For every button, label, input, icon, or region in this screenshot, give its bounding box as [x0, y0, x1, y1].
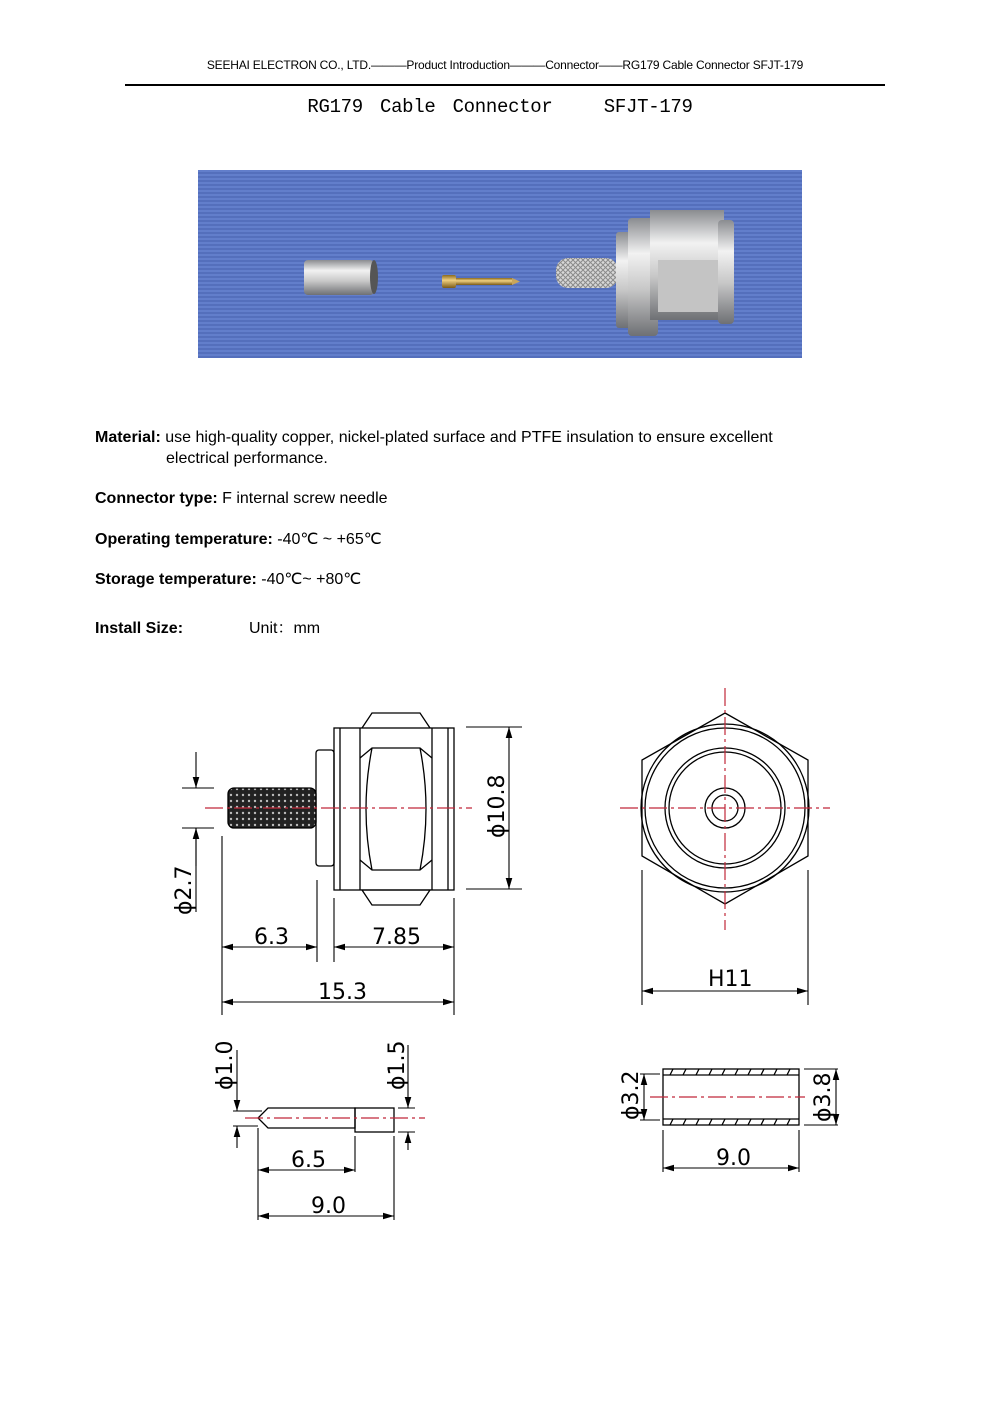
install-size-label: Install Size:: [95, 620, 184, 637]
dim-phi-3-2: ϕ3.2: [619, 1070, 644, 1120]
unit-label: Unit：mm: [249, 620, 321, 637]
connector-type-label: Connector type:: [95, 490, 218, 507]
dim-6-5: 6.5: [291, 1148, 326, 1173]
material-value: use high-quality copper, nickel-plated surface and PTFE insulation to ensure excellent: [160, 429, 773, 446]
dim-phi-3-8: ϕ3.8: [811, 1072, 836, 1122]
connector-type-value: F internal screw needle: [217, 490, 388, 507]
dim-9-0-pin: 9.0: [311, 1194, 346, 1219]
operating-temp-value: -40℃ ~ +65℃: [272, 531, 382, 548]
dim-phi-2-7: ϕ2.7: [172, 865, 197, 915]
dim-phi-10-8: ϕ10.8: [485, 774, 510, 838]
pin-drawing: [258, 1108, 394, 1132]
dim-phi-1-5: ϕ1.5: [385, 1040, 410, 1090]
material-value-cont: electrical performance.: [166, 450, 328, 467]
dim-6-3: 6.3: [254, 925, 289, 950]
storage-temp-label: Storage temperature:: [95, 571, 257, 588]
storage-temp-value: -40℃~ +80℃: [256, 571, 362, 588]
dim-9-0-ferrule: 9.0: [716, 1146, 751, 1171]
document-header: SEEHAI ELECTRON CO., LTD.———Product Introduction———Connector——RG179 Cable Connector SFJT-179: [206, 58, 804, 72]
operating-temp-label: Operating temperature:: [95, 531, 273, 548]
dim-phi-1-0: ϕ1.0: [213, 1040, 238, 1090]
material-label: Material:: [95, 429, 161, 446]
dim-h11: H11: [708, 967, 753, 992]
dim-15-3: 15.3: [318, 980, 367, 1005]
page-title: RG179 Cable Connector SFJT-179: [307, 96, 693, 118]
dim-7-85: 7.85: [372, 925, 421, 950]
connector-side-view: [228, 713, 454, 905]
dimension-lines: [182, 727, 522, 1015]
